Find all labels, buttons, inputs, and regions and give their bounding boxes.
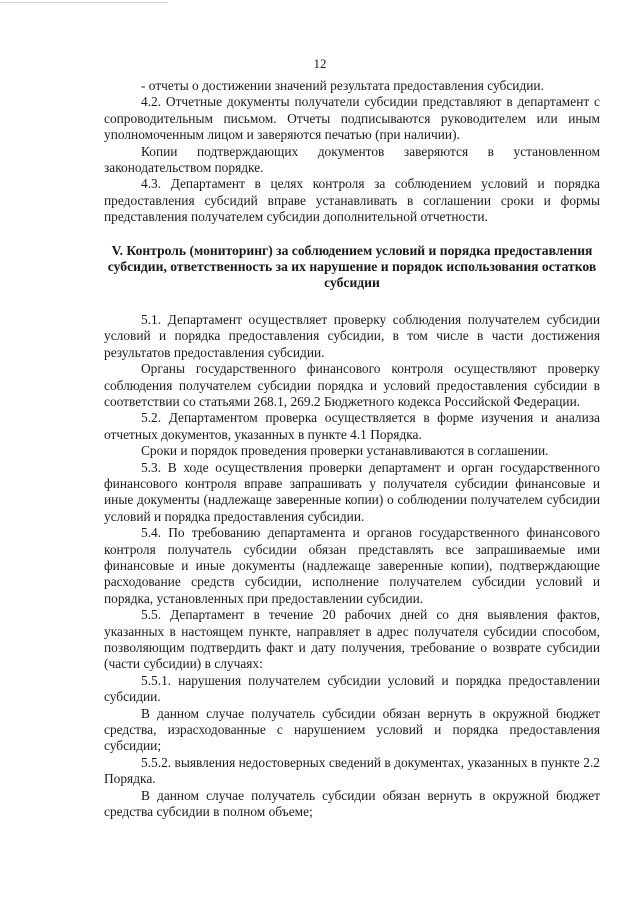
paragraph-terms: Сроки и порядок проведения проверки устанавливаются в соглашении.	[141, 443, 549, 459]
scan-edge-line	[0, 2, 168, 3]
paragraph-5-3: 5.3. В ходе осуществления проверки департамент и орган государственного финансового контроля вправе запрашивать у получателя субсидии финансовые и иные документы (надлежаще заверенные копии) о соблюдении получателем субсидии условий и порядка предоставления субсидии.	[104, 459, 600, 524]
paragraph-5-4: 5.4. По требованию департамента и органов государственного финансового контроля получатель субсидии обязан представлять все запрашиваемые ими финансовые и иные документы (надлежаще заверенные копии), подтверждающие расходование средств субсидии, исполнение получателем субсидии условий и порядка, установленных при предоставлении субсидии.	[104, 525, 600, 606]
paragraph-5-1: 5.1. Департамент осуществляет проверку соблюдения получателем субсидии условий и порядка предоставления субсидии, в том числе в части достижения результатов предоставления субсидии.	[104, 311, 600, 360]
paragraph-5-2: 5.2. Департаментом проверка осуществляется в форме изучения и анализа отчетных документов, указанных в пункте 4.1 Порядка.	[104, 410, 600, 442]
paragraph-5-5-2: 5.5.2. выявления недостоверных сведений в документах, указанных в пункте 2.2 Порядка.	[104, 754, 600, 787]
section-heading: V. Контроль (мониторинг) за соблюдением условий и порядка предоставления субсидии, ответственность за их нарушение и порядок использования остатков субсидии	[107, 242, 597, 291]
paragraph-report-results: - отчеты о достижении значений результата предоставления субсидии.	[141, 78, 544, 93]
paragraph-5-5: 5.5. Департамент в течение 20 рабочих дней со дня выявления фактов, указанных в настоящем пункте, направляет в адрес получателя субсидии способом, позволяющим подтвердить факт и дату получения, требование о возврате субсидии (части субсидии) в случаях:	[104, 607, 600, 672]
paragraph-financial-control: Органы государственного финансового контроля осуществляют проверку соблюдения получателем субсидии порядка и условий предоставления субсидии в соответствии со статьями 268.1, 269.2 Бюджетного кодекса Российской Федерации.	[104, 361, 600, 409]
document-body	[104, 78, 600, 820]
paragraph-return-violation: В данном случае получатель субсидии обязан вернуть в окружной бюджет средства, израсходованные с нарушением условий и порядка предоставления субсидии;	[104, 705, 600, 754]
paragraph-copies: Копии подтверждающих документов заверяются в установленном законодательством порядке.	[104, 143, 600, 176]
paragraph-return-full: В данном случае получатель субсидии обязан вернуть в окружной бюджет средства субсидии в полном объеме;	[104, 787, 600, 820]
paragraph-4-2: 4.2. Отчетные документы получатели субсидии представляют в департамент с сопроводительным письмом. Отчеты подписываются руководителем или иным уполномоченным лицом и заверяются печатью (при наличии).	[104, 94, 600, 143]
paragraph-4-3: 4.3. Департамент в целях контроля за соблюдением условий и порядка предоставления субсидий вправе устанавливать в соглашении сроки и формы представления получателем субсидии дополнительной отчетности.	[104, 176, 600, 225]
paragraph-5-5-1: 5.5.1. нарушения получателем субсидии условий и порядка предоставлении субсидии.	[104, 672, 600, 705]
page-number: 12	[313, 56, 327, 71]
